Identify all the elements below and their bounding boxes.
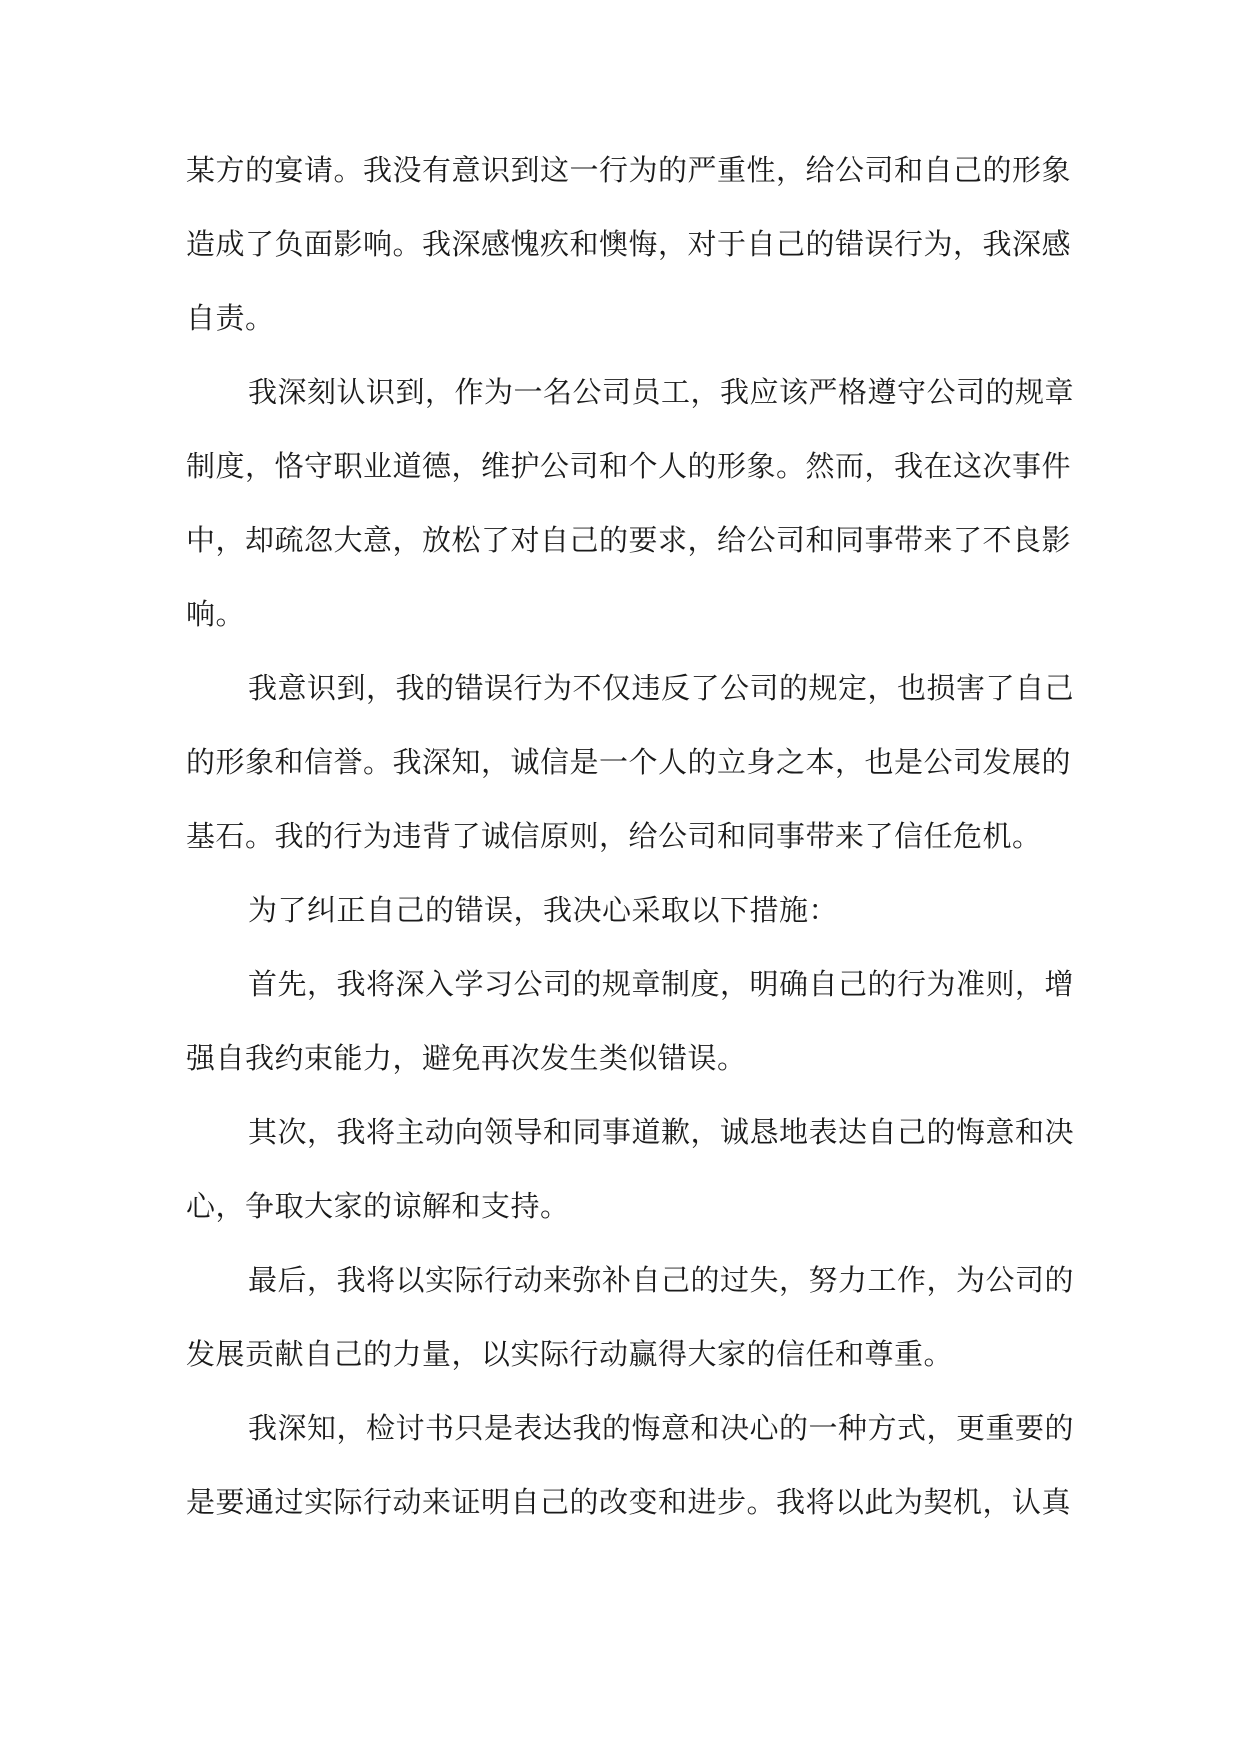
text-line: 自责。	[186, 301, 275, 335]
text-line: 是要通过实际行动来证明自己的改变和进步。我将以此为契机，认真	[186, 1485, 1072, 1519]
text-line: 中，却疏忽大意，放松了对自己的要求，给公司和同事带来了不良影	[186, 523, 1072, 557]
text-line: 某方的宴请。我没有意识到这一行为的严重性，给公司和自己的形象	[186, 153, 1072, 187]
text-line: 我深刻认识到，作为一名公司员工，我应该严格遵守公司的规章	[248, 375, 1075, 409]
text-line: 我深知，检讨书只是表达我的悔意和决心的一种方式，更重要的	[248, 1411, 1075, 1445]
text-line: 制度，恪守职业道德，维护公司和个人的形象。然而，我在这次事件	[186, 449, 1072, 483]
text-line: 其次，我将主动向领导和同事道歉，诚恳地表达自己的悔意和决	[248, 1115, 1075, 1149]
text-line: 最后，我将以实际行动来弥补自己的过失，努力工作，为公司的	[248, 1263, 1075, 1297]
text-line: 强自我约束能力，避免再次发生类似错误。	[186, 1041, 747, 1075]
text-line: 首先，我将深入学习公司的规章制度，明确自己的行为准则，增	[248, 967, 1075, 1001]
text-line: 心，争取大家的谅解和支持。	[186, 1189, 570, 1223]
text-line: 发展贡献自己的力量，以实际行动赢得大家的信任和尊重。	[186, 1337, 954, 1371]
text-line: 的形象和信誉。我深知，诚信是一个人的立身之本，也是公司发展的	[186, 745, 1072, 779]
document-body	[186, 145, 1075, 1551]
text-line: 我意识到，我的错误行为不仅违反了公司的规定，也损害了自己	[248, 671, 1075, 705]
text-line: 为了纠正自己的错误，我决心采取以下措施：	[248, 893, 839, 927]
text-line: 造成了负面影响。我深感愧疚和懊悔，对于自己的错误行为，我深感	[186, 227, 1072, 261]
text-line: 基石。我的行为违背了诚信原则，给公司和同事带来了信任危机。	[186, 819, 1042, 853]
text-line: 响。	[186, 597, 246, 631]
